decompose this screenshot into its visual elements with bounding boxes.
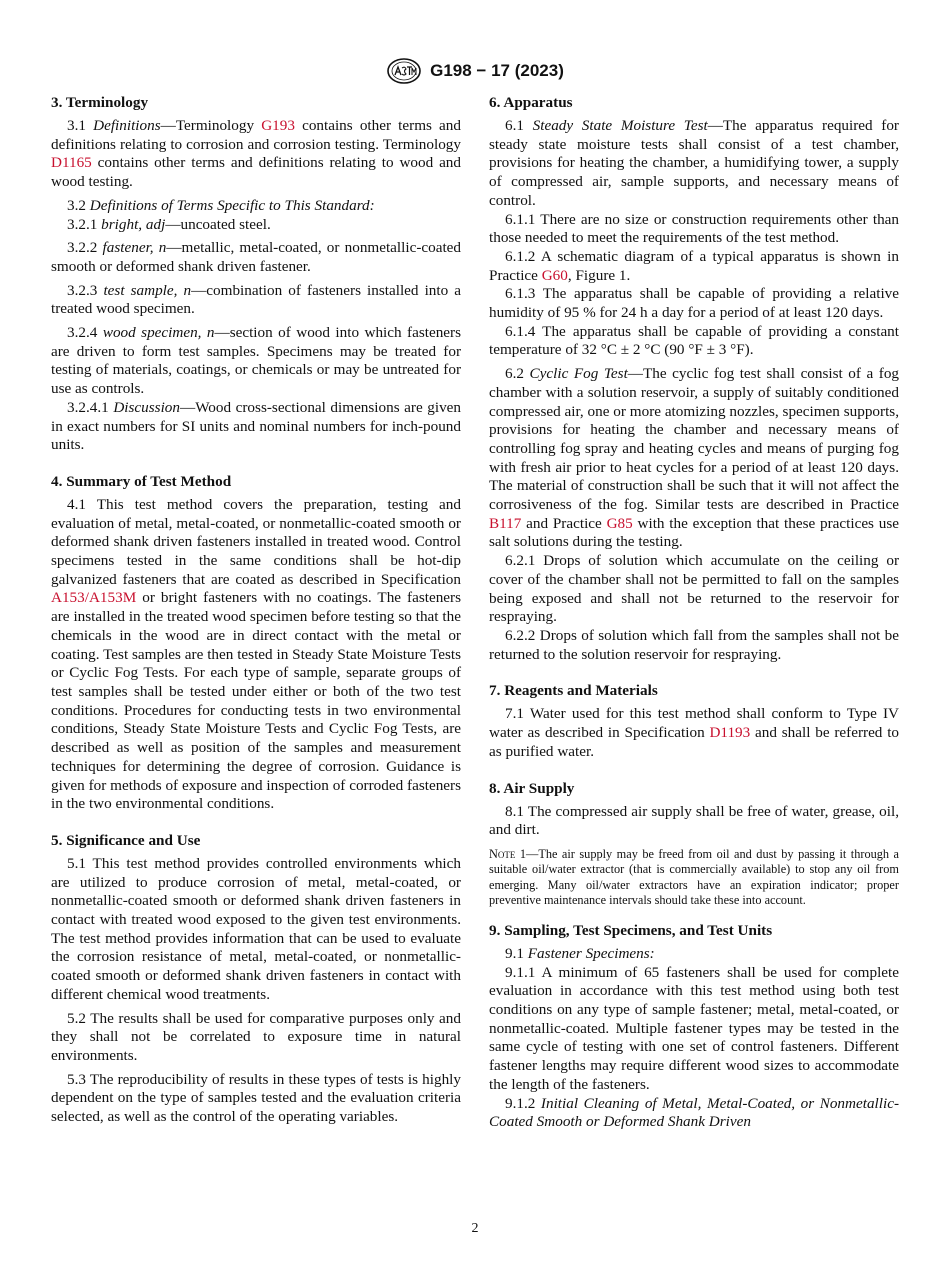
right-column [489,93,899,1149]
para-6-2-1: 6.2.1 Drops of solution which accumulate on the ceiling or cover of the chamber shall not be permitted to fall on the samples being exposed and shall not be returned to the reservoir for respraying. [489,552,899,626]
para-3-2-1: 3.2.1 bright, adj—uncoated steel. [67,215,271,233]
para-9-1-2: 9.1.2 Initial Cleaning of Metal, Metal-Coated, or Nonmetallic-Coated Smooth or Deformed Shank Driven [489,1094,899,1131]
para-6-2-2: 6.2.2 Drops of solution which fall from the samples shall not be returned to the solution reservoir for respraying. [489,626,899,663]
ref-g193-link[interactable]: G193 [261,117,295,134]
section-6-heading: 6. Apparatus [489,94,573,111]
ref-d1193-link[interactable]: D1193 [709,724,751,742]
para-3-2-2: 3.2.2 fastener, n—metallic, metal-coated, or nonmetallic-coated smooth or deformed shank driven fastener. [51,239,462,275]
ref-a153-link[interactable]: A153/A153M [51,589,137,607]
astm-logo-icon [386,57,422,85]
para-6-1: 6.1 Steady State Moisture Test—The apparatus required for steady state moisture tests shall consist of a test chamber, provisions for heating the chamber, a humidifying tower, a supply of compressed air, sample supports, and necessary means of control. [489,117,899,209]
section-5 [51,831,461,1127]
para-3-2-3: 3.2.3 test sample, n—combination of fasteners installed into a treated wood specimen. [51,281,462,318]
para-5-2: 5.2 The results shall be used for comparative purposes only and they shall not be correlated to exposure time in natural environments. [51,1009,461,1064]
section-7 [489,681,899,761]
section-9-heading: 9. Sampling, Test Specimens, and Test Units [489,921,773,939]
para-3-1: 3.1 Definitions—Terminology G193 contains other terms and definitions relating to corrosion and corrosion testing. Terminology D1165 contains other terms and definitions relating to wood and wood testing. [51,117,461,191]
section-7-heading: 7. Reagents and Materials [489,682,658,700]
para-6-1-3: 6.1.3 The apparatus shall be capable of providing a relative humidity of 95 % for 24 h a day for a period of at least 120 days. [489,285,899,322]
para-5-1: 5.1 This test method provides controlled environments which are utilized to produce corrosion of metal, metal-coated, or nonmetallic-coated smooth or deformed shank driven fasteners in contact with treated wood exposed to the given test environments. The test method provides information that can be used to evaluate the corrosion resistance of metal, metal-coated, or nonmetallic-coated smooth or deformed shank driven fasteners in contact with different chemical wood treatments. [51,854,461,1003]
para-6-2: 6.2 Cyclic Fog Test—The cyclic fog test shall consist of a fog chamber with a solution reservoir, a supply of suitably conditioned compressed air, one or more atomizing nozzles, specimen supports, provisions for heating the chamber and necessary means of controlling fog spray and heating cycles and means of purging fog with fresh air prior to heat cycles for a period of at least 120 days. The material of construction shall be such that it will not affect the corrosiveness of the fog. Similar tests are described in Practice B117 and Practice G85 with the exception that these practices use salt solutions during the testing. [489,365,900,551]
section-6 [489,93,899,664]
ref-g60-link[interactable]: G60 [541,266,568,284]
section-4-heading: 4. Summary of Test Method [51,472,232,490]
para-6-1-2: 6.1.2 A schematic diagram of a typical apparatus is shown in Practice G60, Figure 1. [489,247,899,284]
ref-b117-link[interactable]: B117 [489,514,522,532]
section-8-heading: 8. Air Supply [489,779,575,797]
para-6-1-4: 6.1.4 The apparatus shall be capable of providing a constant temperature of 32 °C ± 2 °C (90 °F ± 3 °F). [489,322,899,359]
page-number: 2 [471,1221,479,1236]
para-7-1: 7.1 Water used for this test method shall conform to Type IV water as described in Specification D1193 and shall be referred to as purified water. [489,705,900,760]
document-id: G198 − 17 (2023) [430,61,564,80]
note-1: Note 1—The air supply may be freed from oil and dust by passing it through a suitable oil/water extractor (that is commercially available) to stop any oil from emerging. Many oil/water extractors have an expiration indicator; proper preventive maintenance intervals should take these into account. [489,846,899,908]
page-header [0,55,950,87]
para-3-2: 3.2 Definitions of Terms Specific to This Standard: [67,196,375,214]
para-9-1-1: 9.1.1 A minimum of 65 fasteners shall be used for complete evaluation in accordance with this test method using both test conditions on any type of sample fastener; metal, metal-coated, or nonmetallic-coated. Multiple fastener types may be tested in the same cycle of testing with one set of control fasteners. Different fastener lengths may require different wood sizes to accommodate the length of the fasteners. [489,963,899,1093]
section-4 [51,472,461,814]
section-8 [489,779,899,909]
para-9-1: 9.1 Fastener Specimens: [505,944,655,962]
section-3 [51,93,461,455]
left-column [51,93,461,1144]
para-5-3: 5.3 The reproducibility of results in these types of tests is highly dependent on the type of samples tested and the evaluation criteria selected, as well as the control of the operating variables. [51,1070,461,1126]
para-8-1: 8.1 The compressed air supply shall be free of water, grease, oil, and dirt. [489,802,899,839]
section-9 [489,921,899,1132]
para-3-2-4: 3.2.4 wood specimen, n—section of wood into which fasteners are driven to form test samples. Specimens may be treated for testing of materials, coatings, or chemicals or may be untreated for use as controls. [51,324,461,398]
ref-g85-link[interactable]: G85 [606,514,633,532]
ref-d1165-link[interactable]: D1165 [51,154,92,172]
para-6-1-1: 6.1.1 There are no size or construction requirements other than those needed to meet the requirements of the test method. [489,210,899,247]
section-3-heading: 3. Terminology [51,94,149,111]
para-4-1: 4.1 This test method covers the preparation, testing and evaluation of metal, metal-coated, or nonmetallic-coated smooth or deformed shank driven fasteners installed in treated wood. Control specimens tested in the same conditions shall be hot-dip galvanized fasteners that are coated as described in Specification A153/A153M or bright fasteners with no coatings. The fasteners are installed in the treated wood specimen before testing so that the chemicals in the wood are in direct contact with the metal or coating. Test samples are then tested in Steady State Moisture Tests or Cyclic Fog Tests. For each type of sample, separate groups of test samples shall be tested under either or both of the two test conditions. Procedures for conducting tests in two environmental conditions, Steady State Moisture Tests and Cyclic Fog Tests, are described as well as position of the samples and measurement techniques for determining the degree of corrosion. Guidance is given for methods of exposure and inspection of corroded fasteners in the two environmental conditions. [51,495,461,813]
section-5-heading: 5. Significance and Use [51,831,201,849]
para-3-2-4-1: 3.2.4.1 Discussion—Wood cross-sectional dimensions are given in exact numbers for SI units and nominal numbers for inch-pound units. [51,398,462,454]
